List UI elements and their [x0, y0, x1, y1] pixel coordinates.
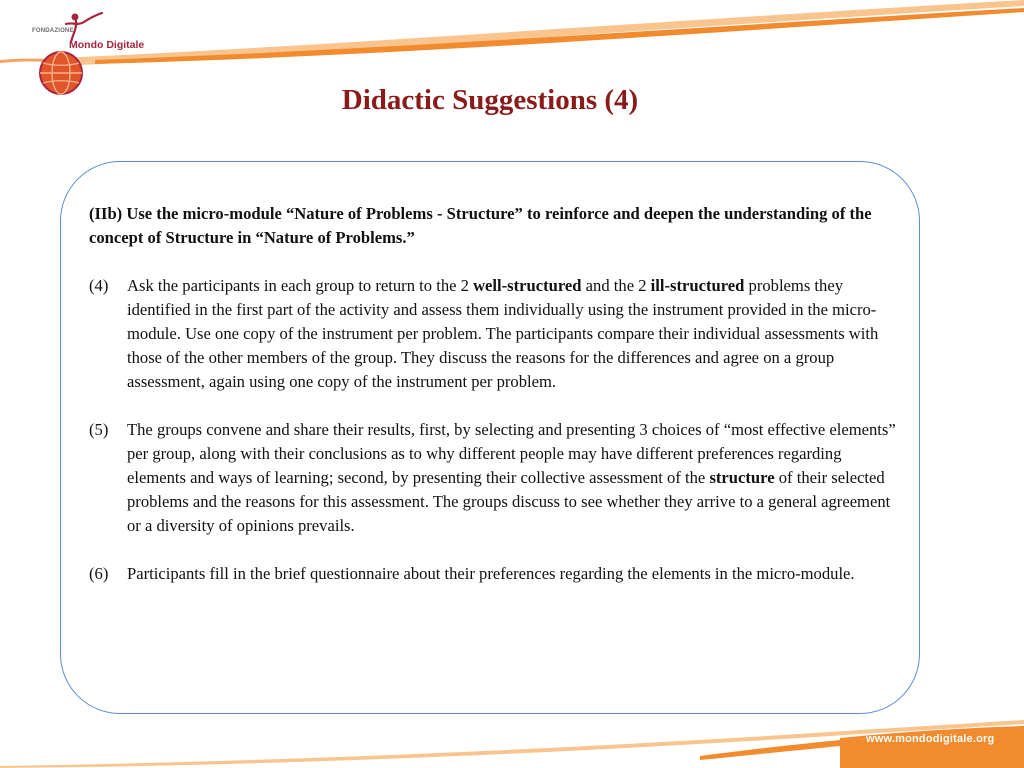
list-item-4: [89, 274, 901, 394]
logo-prefix: FONDAZIONE: [32, 28, 74, 34]
item-text-part: Ask the participants in each group to return to the 2: [127, 276, 474, 295]
item-text: [127, 420, 896, 535]
item-number: (5): [89, 420, 109, 439]
item-text: [127, 276, 878, 391]
item-text-part: of their selected problems and the reasons for this assessment. The groups discuss to see whether they arrive to a general agreement or a diversity of opinions prevails.: [127, 468, 891, 535]
item-text-part: The groups convene and share their results, first, by selecting and presenting 3 choices of “most effective elements” per group, along with their conclusions as to why different people may have different preferences regarding elements and ways of learning; second, by presenting their collective assessment of the: [127, 420, 896, 487]
slide-title: Didactic Suggestions (4): [341, 84, 639, 116]
item-text-part: problems they identified in the first part of the activity and assess them individually using the instrument provided in the micro-module. Use one copy of the instrument per problem. The participants compare their individual assessments with those of the other members of the group. They discuss the reasons for the differences and agree on a group assessment, again using one copy of the instrument per problem.: [127, 276, 879, 391]
top-swoosh-decoration: [0, 0, 1024, 80]
logo-name: Mondo Digitale: [69, 39, 145, 51]
item-bold-term: well-structured: [473, 276, 582, 295]
item-text-part: Participants fill in the brief questionnaire about their preferences regarding the elements in the micro-module.: [127, 564, 855, 583]
content-box: [60, 161, 920, 714]
item-bold-term: structure: [709, 468, 775, 487]
item-number: (6): [89, 564, 109, 583]
list-item-6: [89, 562, 901, 586]
item-bold-term: ill-structured: [650, 276, 745, 295]
list-item-5: [89, 418, 901, 538]
item-text-part: and the 2: [581, 276, 651, 295]
item-text: [127, 564, 855, 583]
intro-paragraph: (IIb) Use the micro-module “Nature of Problems - Structure” to reinforce and deepen the understanding of the concept of Structure in “Nature of Problems.”: [89, 204, 872, 247]
footer-website-link[interactable]: www.mondodigitale.org: [866, 733, 995, 745]
item-number: (4): [89, 276, 109, 295]
content-text: [89, 202, 901, 610]
